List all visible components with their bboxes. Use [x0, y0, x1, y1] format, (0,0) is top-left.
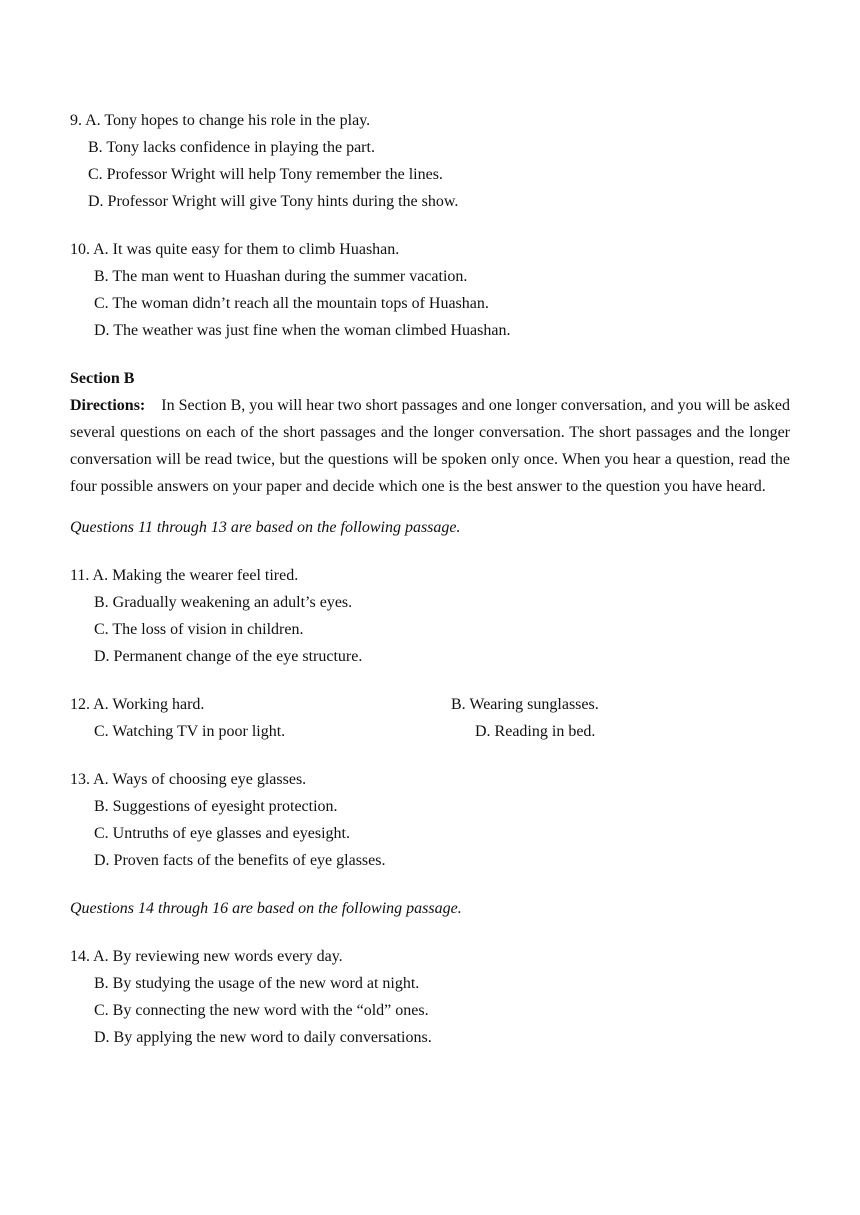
- question-10: [70, 236, 790, 344]
- option-10b: B. The man went to Huashan during the summer vacation.: [94, 268, 468, 285]
- option-12b: B. Wearing sunglasses.: [451, 696, 599, 713]
- question-9: [70, 107, 790, 215]
- option-12a: 12. A. Working hard.: [70, 696, 205, 713]
- question-13: [70, 766, 790, 874]
- directions-label: Directions:: [70, 397, 146, 414]
- question-11: [70, 562, 790, 670]
- option-14c: C. By connecting the new word with the “old” ones.: [94, 1002, 429, 1019]
- option-11c: C. The loss of vision in children.: [94, 621, 304, 638]
- option-9b: B. Tony lacks confidence in playing the part.: [88, 139, 375, 156]
- option-11d: D. Permanent change of the eye structure.: [94, 648, 363, 665]
- option-13d: D. Proven facts of the benefits of eye glasses.: [94, 852, 386, 869]
- option-11b: B. Gradually weakening an adult’s eyes.: [94, 594, 353, 611]
- option-9a: 9. A. Tony hopes to change his role in the play.: [70, 112, 371, 129]
- option-12d: D. Reading in bed.: [475, 723, 596, 740]
- passage-2-note: Questions 14 through 16 are based on the following passage.: [70, 900, 462, 917]
- option-14a: 14. A. By reviewing new words every day.: [70, 948, 343, 965]
- option-12c: C. Watching TV in poor light.: [94, 723, 286, 740]
- section-b-title: Section B: [70, 370, 135, 387]
- option-13a: 13. A. Ways of choosing eye glasses.: [70, 771, 307, 788]
- option-9d: D. Professor Wright will give Tony hints during the show.: [88, 193, 459, 210]
- question-12: [70, 691, 790, 745]
- option-9c: C. Professor Wright will help Tony remember the lines.: [88, 166, 443, 183]
- option-13b: B. Suggestions of eyesight protection.: [94, 798, 338, 815]
- option-10c: C. The woman didn’t reach all the mountain tops of Huashan.: [94, 295, 489, 312]
- passage-1-note: Questions 11 through 13 are based on the following passage.: [70, 519, 461, 536]
- option-10a: 10. A. It was quite easy for them to climb Huashan.: [70, 241, 400, 258]
- question-14: [70, 943, 790, 1051]
- option-11a: 11. A. Making the wearer feel tired.: [70, 567, 299, 584]
- option-13c: C. Untruths of eye glasses and eyesight.: [94, 825, 350, 842]
- option-14d: D. By applying the new word to daily conversations.: [94, 1029, 432, 1046]
- option-10d: D. The weather was just fine when the woman climbed Huashan.: [94, 322, 511, 339]
- directions-text: In Section B, you will hear two short passages and one longer conversation, and you will be asked several questions on each of the short passages and the longer conversation. The short passages and the longer conversation will be read twice, but the questions will be spoken only once. When you hear a question, read the four possible answers on your paper and decide which one is the best answer to the question you have heard.: [70, 397, 790, 495]
- section-b-directions: [70, 392, 790, 500]
- option-14b: B. By studying the usage of the new word at night.: [94, 975, 420, 992]
